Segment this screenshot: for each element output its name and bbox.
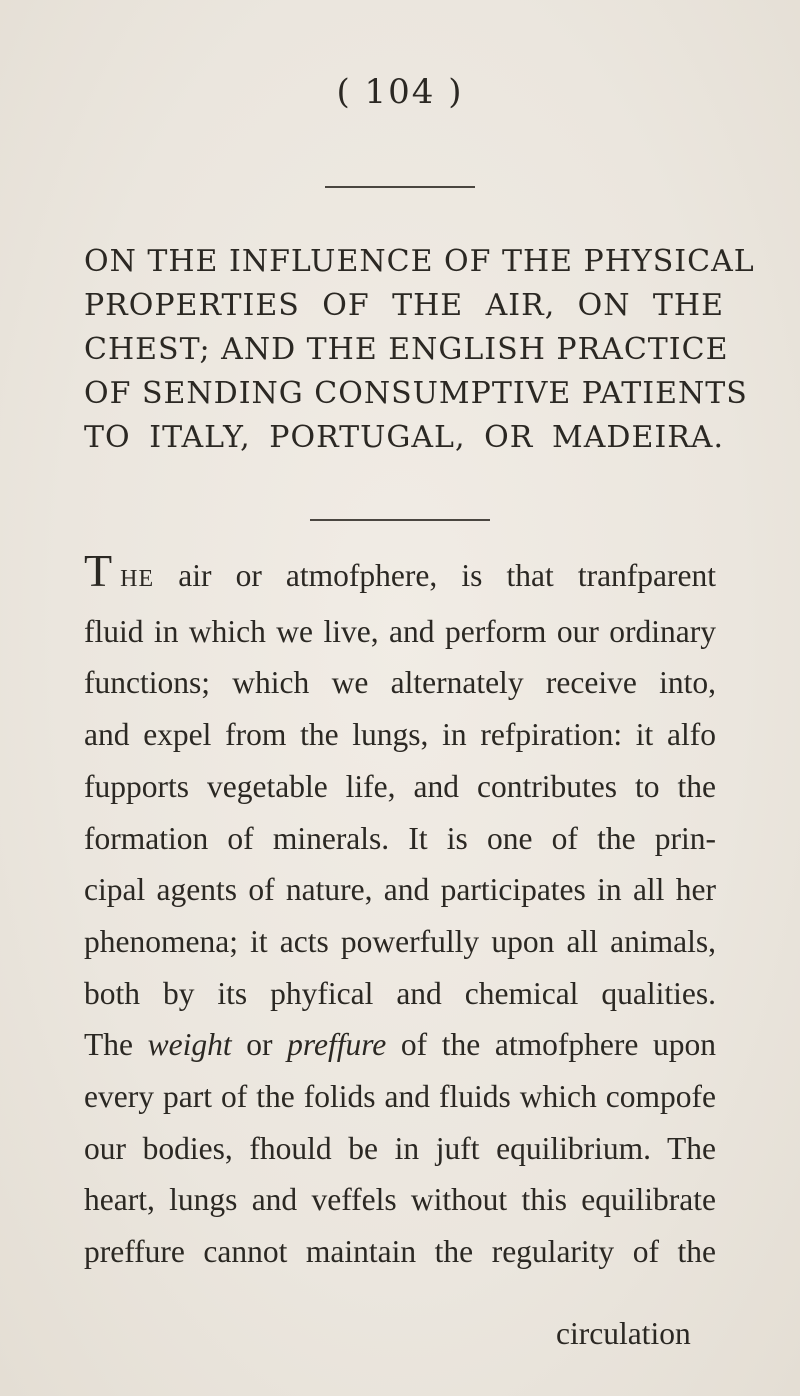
body-line: fupports vegetable life, and contributes to the bbox=[84, 768, 716, 804]
body-line-text: of the atmofphere upon bbox=[386, 1027, 716, 1063]
catchword: circulation bbox=[556, 1316, 691, 1351]
body-line-text: air or atmofphere, is that tranfparent bbox=[154, 558, 716, 593]
body-line bbox=[84, 1019, 716, 1071]
drop-cap: T bbox=[84, 545, 113, 596]
body-line: functions; which we alternately receive into, bbox=[84, 665, 716, 701]
body-line: both by its phyfical and chemical qualities. bbox=[84, 975, 716, 1011]
top-divider-rule bbox=[325, 186, 475, 188]
body-line: heart, lungs and veffels without this equilibrate bbox=[84, 1182, 716, 1218]
body-line bbox=[84, 545, 716, 606]
body-line-text: or bbox=[231, 1027, 288, 1063]
title-line: OF SENDING CONSUMPTIVE PATIENTS bbox=[84, 376, 748, 411]
title-line: ON THE INFLUENCE OF THE PHYSICAL bbox=[84, 244, 755, 279]
title-line: PROPERTIES OF THE AIR, ON THE bbox=[84, 288, 724, 323]
body-line: cipal agents of nature, and participates in all her bbox=[84, 872, 716, 908]
title-line: CHEST; AND THE ENGLISH PRACTICE bbox=[84, 332, 729, 367]
body-line: every part of the folids and fluids which compofe bbox=[84, 1079, 716, 1115]
title-line: TO ITALY, PORTUGAL, OR MADEIRA. bbox=[84, 420, 724, 455]
first-word-rest: HE bbox=[120, 566, 155, 592]
chapter-title bbox=[84, 240, 755, 460]
italic-term-pressure: preffure bbox=[287, 1027, 387, 1063]
body-line: preffure cannot maintain the regularity of the bbox=[84, 1234, 716, 1270]
body-line: our bodies, fhould be in juft equilibrium. The bbox=[84, 1130, 716, 1166]
body-line: formation of minerals. It is one of the prin- bbox=[84, 820, 716, 856]
body-line: fluid in which we live, and perform our ordinary bbox=[84, 613, 716, 649]
italic-term-weight: weight bbox=[147, 1027, 232, 1063]
body-line: phenomena; it acts powerfully upon all animals, bbox=[84, 923, 716, 959]
section-divider-rule bbox=[310, 519, 490, 521]
page-number: ( 104 ) bbox=[336, 72, 464, 112]
body-text bbox=[84, 545, 716, 1278]
body-line-text: The bbox=[84, 1027, 148, 1063]
body-line: and expel from the lungs, in refpiration: it alfo bbox=[84, 717, 716, 753]
